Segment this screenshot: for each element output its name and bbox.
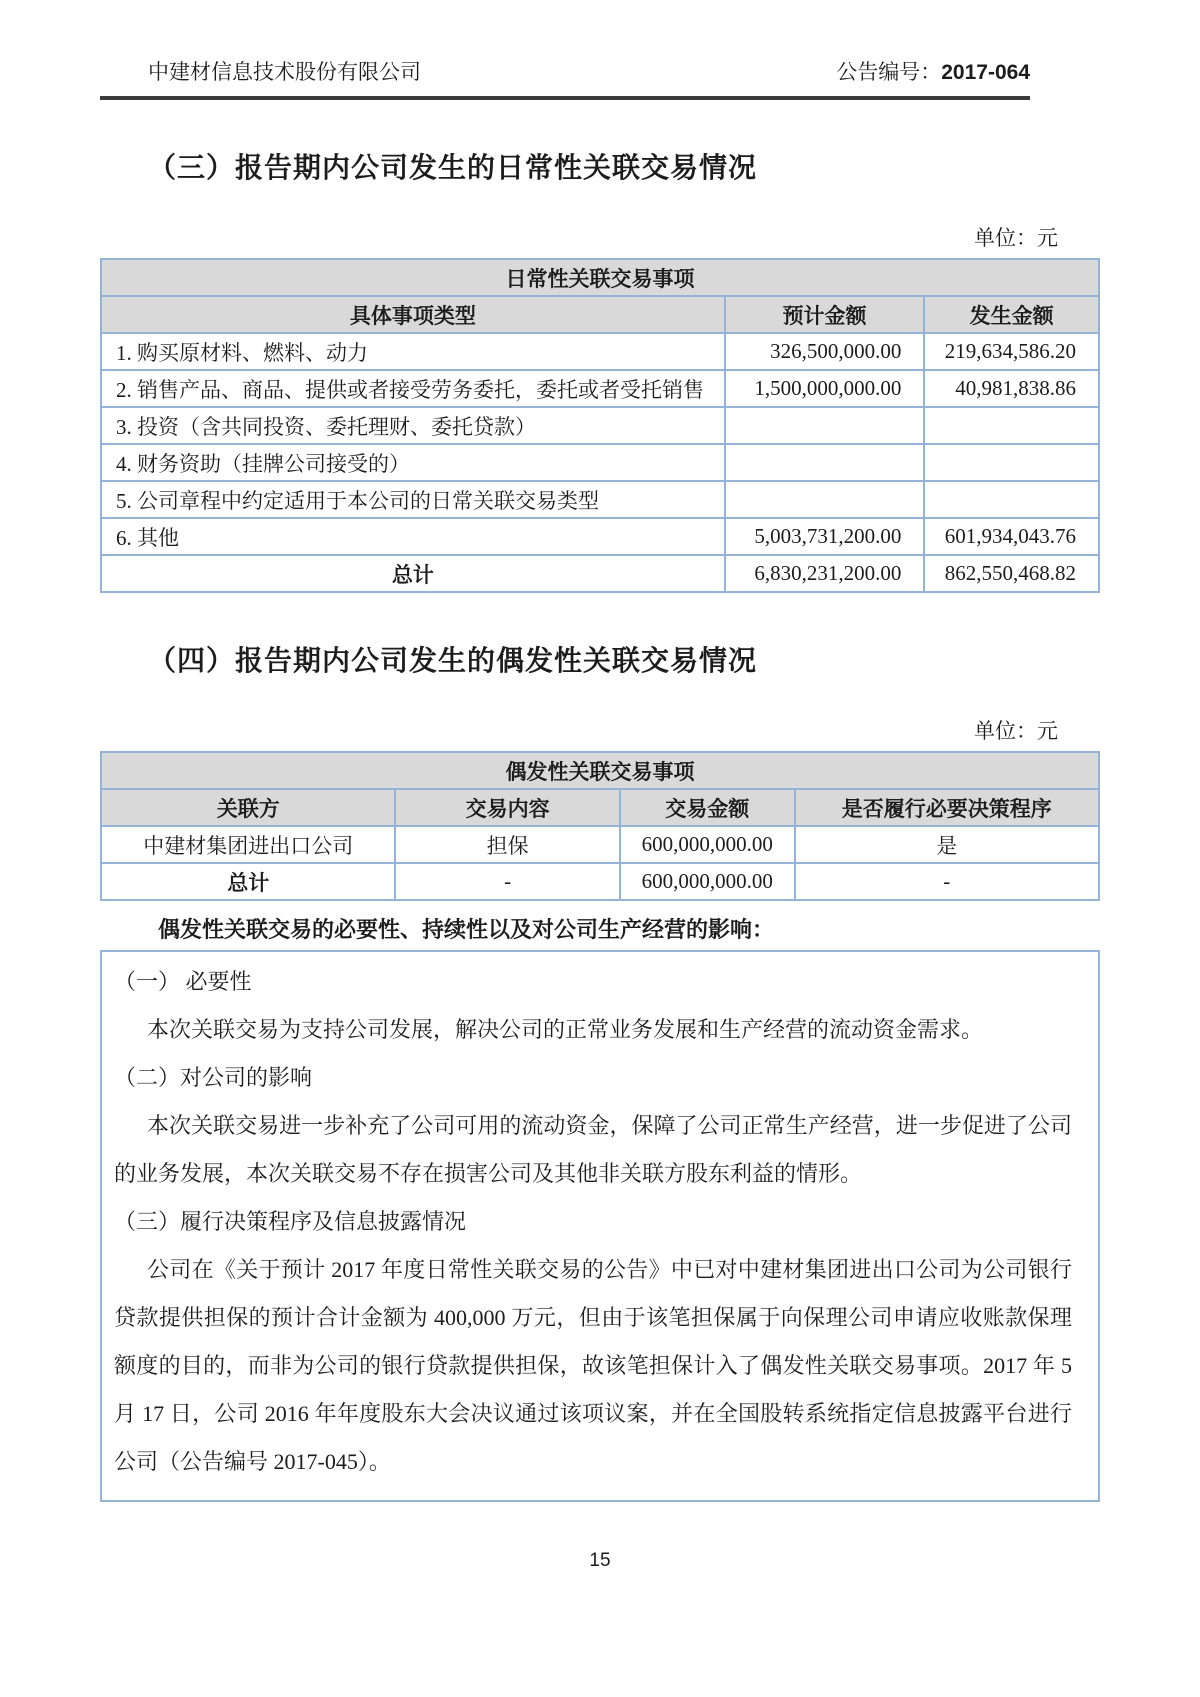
- expected-amount-cell: 326,500,000.00: [725, 333, 925, 370]
- table-caption-row: [101, 259, 1099, 296]
- actual-amount-cell: 601,934,043.76: [924, 518, 1099, 555]
- expected-amount-cell: [725, 481, 925, 518]
- note-heading-necessity: （一） 必要性: [114, 969, 252, 994]
- notes-box: [100, 950, 1100, 1502]
- actual-amount-cell: 219,634,586.20: [924, 333, 1099, 370]
- table-row: [101, 481, 1099, 518]
- table-row: [101, 333, 1099, 370]
- table-total-row: [101, 863, 1099, 900]
- page-number: 15: [589, 1550, 611, 1571]
- column-header-transaction-content: 交易内容: [395, 789, 620, 826]
- total-label: 总计: [101, 863, 395, 900]
- announcement-number: 2017-064: [941, 61, 1030, 84]
- actual-amount-cell: [924, 481, 1099, 518]
- expected-amount-cell: [725, 444, 925, 481]
- column-header-actual-amount: 发生金额: [924, 296, 1099, 333]
- transaction-content-cell: 担保: [395, 826, 620, 863]
- announcement-number-group: [836, 56, 1030, 86]
- transaction-amount-cell: 600,000,000.00: [620, 826, 795, 863]
- note-paragraph-procedure: 公司在《关于预计 2017 年度日常性关联交易的公告》中已对中建材集团进出口公司为公司银行贷款提供担保的预计合计金额为 400,000 万元，但由于该笔担保属于向保理公司申请应收账款保理额度的目的，而非为公司的银行贷款提供担保，故该笔担保计入了偶发性关联交易事项。2017 年 5 月 17 日，公司 2016 年年度股东大会决议通过该项议案，并在全国股转系统指定信息披露平台进行公司（公告编号 2017-045）。: [114, 1257, 1072, 1474]
- expected-amount-cell: 5,003,731,200.00: [725, 518, 925, 555]
- table-row: [101, 518, 1099, 555]
- table-row: [101, 407, 1099, 444]
- item-cell: 5. 公司章程中约定适用于本公司的日常关联交易类型: [101, 481, 725, 518]
- daily-transactions-table: [100, 258, 1100, 593]
- item-cell: 1. 购买原材料、燃料、动力: [101, 333, 725, 370]
- section4-title: （四）报告期内公司发生的偶发性关联交易情况: [148, 645, 758, 676]
- expected-amount-cell: 1,500,000,000.00: [725, 370, 925, 407]
- column-header-item-type: 具体事项类型: [101, 296, 725, 333]
- section3-unit-label: 单位：元: [974, 226, 1058, 250]
- column-header-related-party: 关联方: [101, 789, 395, 826]
- related-party-cell: 中建材集团进出口公司: [101, 826, 395, 863]
- actual-amount-cell: [924, 444, 1099, 481]
- total-actual-amount: 862,550,468.82: [924, 555, 1099, 592]
- note-heading-procedure: （三）履行决策程序及信息披露情况: [114, 1209, 467, 1234]
- total-amount-cell: 600,000,000.00: [620, 863, 795, 900]
- column-header-procedure: 是否履行必要决策程序: [795, 789, 1099, 826]
- table-total-row: [101, 555, 1099, 592]
- total-label: 总计: [101, 555, 725, 592]
- impact-statement-label: 偶发性关联交易的必要性、持续性以及对公司生产经营的影响：: [158, 917, 775, 942]
- item-cell: 4. 财务资助（挂牌公司接受的）: [101, 444, 725, 481]
- item-cell: 2. 销售产品、商品、提供或者接受劳务委托，委托或者受托销售: [101, 370, 725, 407]
- table-caption-row: [101, 752, 1099, 789]
- column-header-expected-amount: 预计金额: [725, 296, 925, 333]
- note-paragraph-necessity: 本次关联交易为支持公司发展，解决公司的正常业务发展和生产经营的流动资金需求。: [147, 1017, 984, 1042]
- table-header-row: [101, 789, 1099, 826]
- column-header-transaction-amount: 交易金额: [620, 789, 795, 826]
- total-content-cell: -: [395, 863, 620, 900]
- total-procedure-cell: -: [795, 863, 1099, 900]
- occasional-transactions-table: [100, 751, 1100, 901]
- item-cell: 6. 其他: [101, 518, 725, 555]
- document-header: [100, 56, 1030, 100]
- total-expected-amount: 6,830,231,200.00: [725, 555, 925, 592]
- actual-amount-cell: 40,981,838.86: [924, 370, 1099, 407]
- note-paragraph-impact: 本次关联交易进一步补充了公司可用的流动资金，保障了公司正常生产经营，进一步促进了公司的业务发展，本次关联交易不存在损害公司及其他非关联方股东利益的情形。: [114, 1113, 1072, 1186]
- company-name: 中建材信息技术股份有限公司: [148, 60, 421, 84]
- table-caption: 日常性关联交易事项: [101, 259, 1099, 296]
- section4-unit-label: 单位：元: [974, 719, 1058, 743]
- note-heading-impact: （二）对公司的影响: [114, 1065, 313, 1090]
- section3-title: （三）报告期内公司发生的日常性关联交易情况: [148, 152, 758, 183]
- header-row: [100, 56, 1030, 86]
- procedure-cell: 是: [795, 826, 1099, 863]
- table-header-row: [101, 296, 1099, 333]
- table-caption: 偶发性关联交易事项: [101, 752, 1099, 789]
- table-row: [101, 444, 1099, 481]
- table-row: [101, 826, 1099, 863]
- expected-amount-cell: [725, 407, 925, 444]
- table-row: [101, 370, 1099, 407]
- item-cell: 3. 投资（含共同投资、委托理财、委托贷款）: [101, 407, 725, 444]
- actual-amount-cell: [924, 407, 1099, 444]
- announcement-label: 公告编号：: [836, 60, 942, 84]
